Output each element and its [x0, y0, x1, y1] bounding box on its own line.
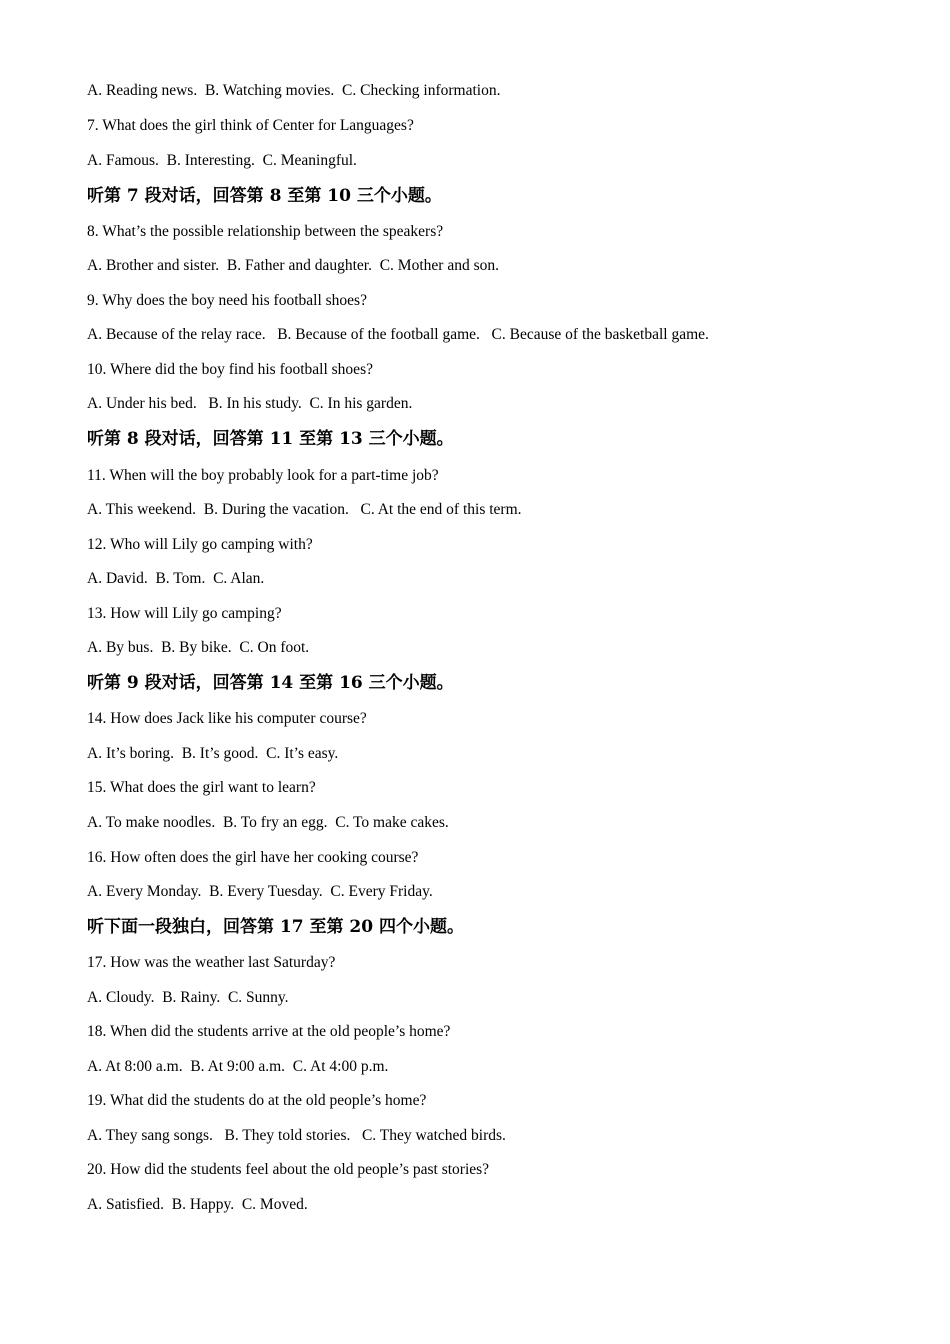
question-8: 8. What’s the possible relationship between the speakers?: [87, 223, 444, 240]
question-19: 19. What did the students do at the old people’s home?: [87, 1092, 427, 1109]
option-line: A. At 8:00 a.m. B. At 9:00 a.m. C. At 4:00 p.m.: [87, 1058, 389, 1075]
section-heading: 听下面一段独白，回答第 17 至第 20 四个小题。: [87, 917, 464, 937]
question-12: 12. Who will Lily go camping with?: [87, 536, 313, 553]
section-heading: 听第 9 段对话，回答第 14 至第 16 三个小题。: [87, 673, 454, 693]
question-10: 10. Where did the boy find his football shoes?: [87, 361, 373, 378]
option-line: A. This weekend. B. During the vacation. C. At the end of this term.: [87, 501, 522, 518]
option-line: A. Brother and sister. B. Father and daughter. C. Mother and son.: [87, 257, 499, 274]
option-line: A. They sang songs. B. They told stories. C. They watched birds.: [87, 1127, 506, 1144]
option-line: A. To make noodles. B. To fry an egg. C. To make cakes.: [87, 814, 449, 831]
question-9: 9. Why does the boy need his football shoes?: [87, 292, 367, 309]
option-line: A. By bus. B. By bike. C. On foot.: [87, 639, 310, 656]
option-line: A. Every Monday. B. Every Tuesday. C. Every Friday.: [87, 883, 433, 900]
question-16: 16. How often does the girl have her cooking course?: [87, 849, 419, 866]
option-line: A. Reading news. B. Watching movies. C. Checking information.: [87, 82, 501, 99]
question-13: 13. How will Lily go camping?: [87, 605, 282, 622]
question-11: 11. When will the boy probably look for a part-time job?: [87, 467, 439, 484]
section-heading: 听第 8 段对话，回答第 11 至第 13 三个小题。: [87, 429, 454, 449]
option-line: A. Famous. B. Interesting. C. Meaningful.: [87, 152, 357, 169]
section-heading: 听第 7 段对话，回答第 8 至第 10 三个小题。: [87, 186, 442, 206]
option-line: A. It’s boring. B. It’s good. C. It’s easy.: [87, 745, 339, 762]
option-line: A. Under his bed. B. In his study. C. In his garden.: [87, 395, 413, 412]
option-line: A. David. B. Tom. C. Alan.: [87, 570, 265, 587]
question-15: 15. What does the girl want to learn?: [87, 779, 316, 796]
question-20: 20. How did the students feel about the old people’s past stories?: [87, 1161, 490, 1178]
question-14: 14. How does Jack like his computer course?: [87, 710, 367, 727]
question-17: 17. How was the weather last Saturday?: [87, 954, 336, 971]
question-7: 7. What does the girl think of Center for Languages?: [87, 117, 414, 134]
option-line: A. Cloudy. B. Rainy. C. Sunny.: [87, 989, 289, 1006]
option-line: A. Satisfied. B. Happy. C. Moved.: [87, 1196, 308, 1213]
option-line: A. Because of the relay race. B. Because of the football game. C. Because of the basketball game.: [87, 326, 709, 343]
question-18: 18. When did the students arrive at the old people’s home?: [87, 1023, 451, 1040]
